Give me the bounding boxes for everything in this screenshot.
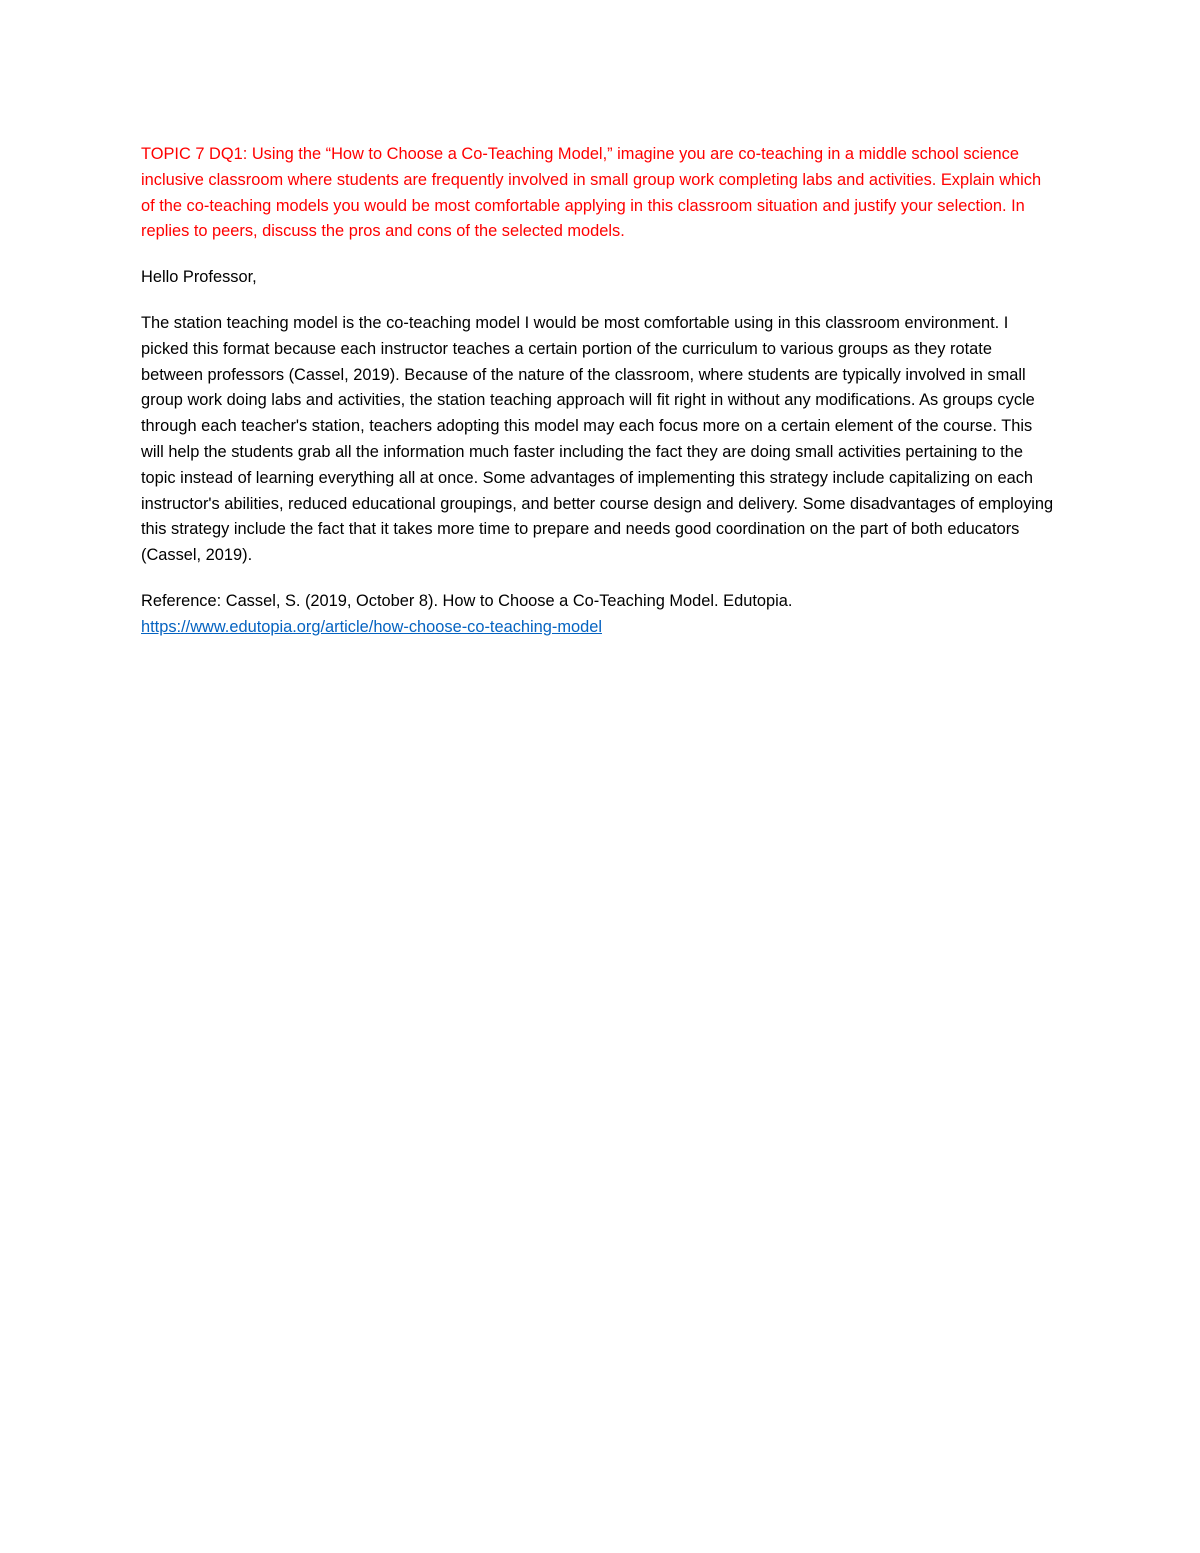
response-paragraph: The station teaching model is the co-teaching model I would be most comfortable using in this classroom environment. I picked this format because each instructor teaches a certain portion of the curriculum to various groups as they rotate between professors (Cassel, 2019). Because of the nature of the classroom, where students are typically involved in small group work doing labs and activities, the station teaching approach will fit right in without any modifications. As groups cycle through each teacher's station, teachers adopting this model may each focus more on a certain element of the course. This will help the students grab all the information much faster including the fact they are doing small activities pertaining to the topic instead of learning everything all at once. Some advantages of implementing this strategy include capitalizing on each instructor's abilities, reduced educational groupings, and better course design and delivery. Some disadvantages of employing this strategy include the fact that it takes more time to prepare and needs good coordination on the part of both educators (Cassel, 2019). — [141, 313, 1054, 565]
reference-citation: Reference: Cassel, S. (2019, October 8). How to Choose a Co-Teaching Model. Edutopia. — [141, 591, 793, 610]
document-content — [141, 142, 1056, 641]
greeting: Hello Professor, — [141, 268, 257, 287]
reference-link[interactable]: https://www.edutopia.org/article/how-choose-co-teaching-model — [141, 617, 602, 636]
discussion-prompt: TOPIC 7 DQ1: Using the “How to Choose a Co-Teaching Model,” imagine you are co-teaching in a middle school science inclusive classroom where students are frequently involved in small group work completing labs and activities. Explain which of the co-teaching models you would be most comfortable applying in this classroom situation and justify your selection. In replies to peers, discuss the pros and cons of the selected models. — [141, 145, 1042, 241]
reference — [141, 589, 1056, 641]
